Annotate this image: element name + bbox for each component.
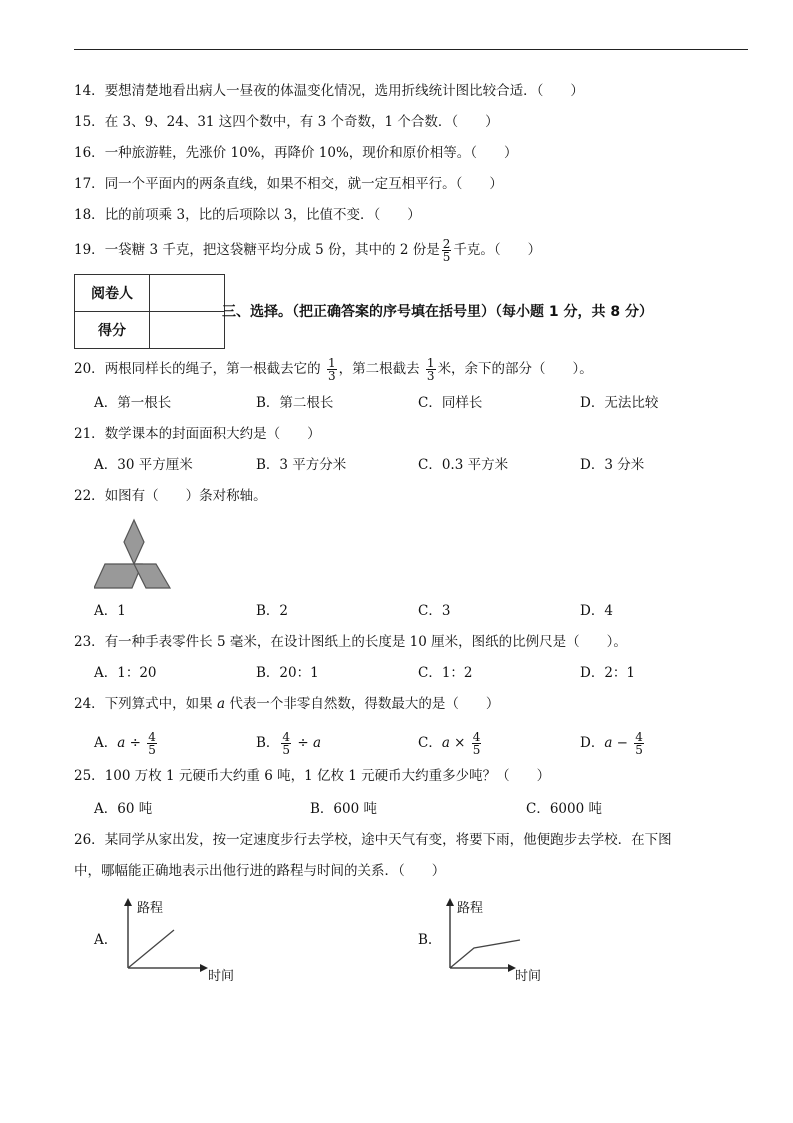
option-a: A．30 平方厘米 — [94, 457, 193, 473]
graph-b-xlabel: 时间 — [515, 969, 542, 984]
three-rhombus-figure — [94, 518, 174, 592]
option-d: D．2：1 — [580, 665, 636, 681]
option-a: A．60 吨 — [94, 801, 153, 817]
option-a: A．a ÷ $\frac{4}{5}$ — [94, 730, 156, 757]
option-c: C．6000 吨 — [526, 801, 602, 817]
score-cell[interactable] — [150, 312, 225, 349]
option-b: B． $\frac{4}{5}$ ÷ a — [256, 730, 322, 757]
question-25: 25．100 万枚 1 元硬币大约重 6 吨，1 亿枚 1 元硬币大约重多少吨？（ ） — [74, 768, 551, 784]
option-b: B．600 吨 — [310, 801, 377, 817]
question-14: 14．要想清楚地看出病人一昼夜的体温变化情况，选用折线统计图比较合适．（ ） — [74, 83, 584, 99]
question-23: 23．有一种手表零件长 5 毫米，在设计图纸上的长度是 10 厘米，图纸的比例尺是（ ）。 — [74, 634, 627, 650]
option-d: D．无法比较 — [580, 395, 659, 411]
fraction: $\frac{1}{3}$ — [327, 356, 336, 383]
option-c: C．a × $\frac{4}{5}$ — [418, 730, 481, 757]
option-b: B．2 — [256, 603, 289, 619]
question-22: 22．如图有（ ）条对称轴。 — [74, 488, 267, 504]
option-a: A．1：20 — [94, 665, 157, 681]
section-title: 三、选择。（把正确答案的序号填在括号里）（每小题 1 分，共 8 分） — [222, 304, 653, 320]
header-rule — [74, 49, 748, 50]
score-table — [74, 274, 225, 349]
option-c: C．1：2 — [418, 665, 473, 681]
option-a: A．第一根长 — [94, 395, 172, 411]
question-17: 17．同一个平面内的两条直线，如果不相交，就一定互相平行。（ ） — [74, 176, 503, 192]
option-b: B．3 平方分米 — [256, 457, 347, 473]
option-d: D．a − $\frac{4}{5}$ — [580, 730, 643, 757]
option-c: C．同样长 — [418, 395, 483, 411]
question-24: 24．下列算式中，如果 a 代表一个非零自然数，得数最大的是（ ） — [74, 696, 500, 712]
graph-a-label: A. — [94, 932, 109, 948]
question-26: 26．某同学从家出发，按一定速度步行去学校，途中天气有变，将要下雨，他便跑步去学校．在下图 — [74, 832, 672, 848]
score-label: 得分 — [75, 312, 150, 349]
question-26-line2: 中，哪幅能正确地表示出他行进的路程与时间的关系．（ ） — [74, 863, 446, 879]
fraction: $\frac{1}{3}$ — [426, 356, 435, 383]
option-a: A．1 — [94, 603, 126, 619]
grader-cell[interactable] — [150, 275, 225, 312]
option-d: D．3 分米 — [580, 457, 645, 473]
option-b: B．20：1 — [256, 665, 319, 681]
grader-label: 阅卷人 — [75, 275, 150, 312]
graph-a-ylabel: 路程 — [137, 901, 164, 916]
question-21: 21．数学课本的封面面积大约是（ ） — [74, 426, 321, 442]
question-18: 18．比的前项乘 3，比的后项除以 3，比值不变．（ ） — [74, 207, 421, 223]
option-d: D．4 — [580, 603, 613, 619]
graph-b-label: B. — [418, 932, 433, 948]
option-b: B．第二根长 — [256, 395, 334, 411]
question-15: 15．在 3、9、24、31 这四个数中，有 3 个奇数，1 个合数．（ ） — [74, 114, 499, 130]
option-c: C．0.3 平方米 — [418, 457, 509, 473]
graph-b-ylabel: 路程 — [457, 901, 484, 916]
fraction: $\frac{2}{5}$ — [442, 237, 451, 264]
graph-a-xlabel: 时间 — [208, 969, 235, 984]
question-19: 19．一袋糖 3 千克，把这袋糖平均分成 5 份，其中的 2 份是 $\frac{2}{5}$ 千克。（ ） — [74, 237, 542, 264]
question-16: 16．一种旅游鞋，先涨价 10%，再降价 10%，现价和原价相等。（ ） — [74, 145, 518, 161]
option-c: C．3 — [418, 603, 451, 619]
question-20: 20．两根同样长的绳子，第一根截去它的 $\frac{1}{3}$ ，第二根截去 $\frac{1}{3}$ 米，余下的部分（ ）。 — [74, 356, 593, 383]
